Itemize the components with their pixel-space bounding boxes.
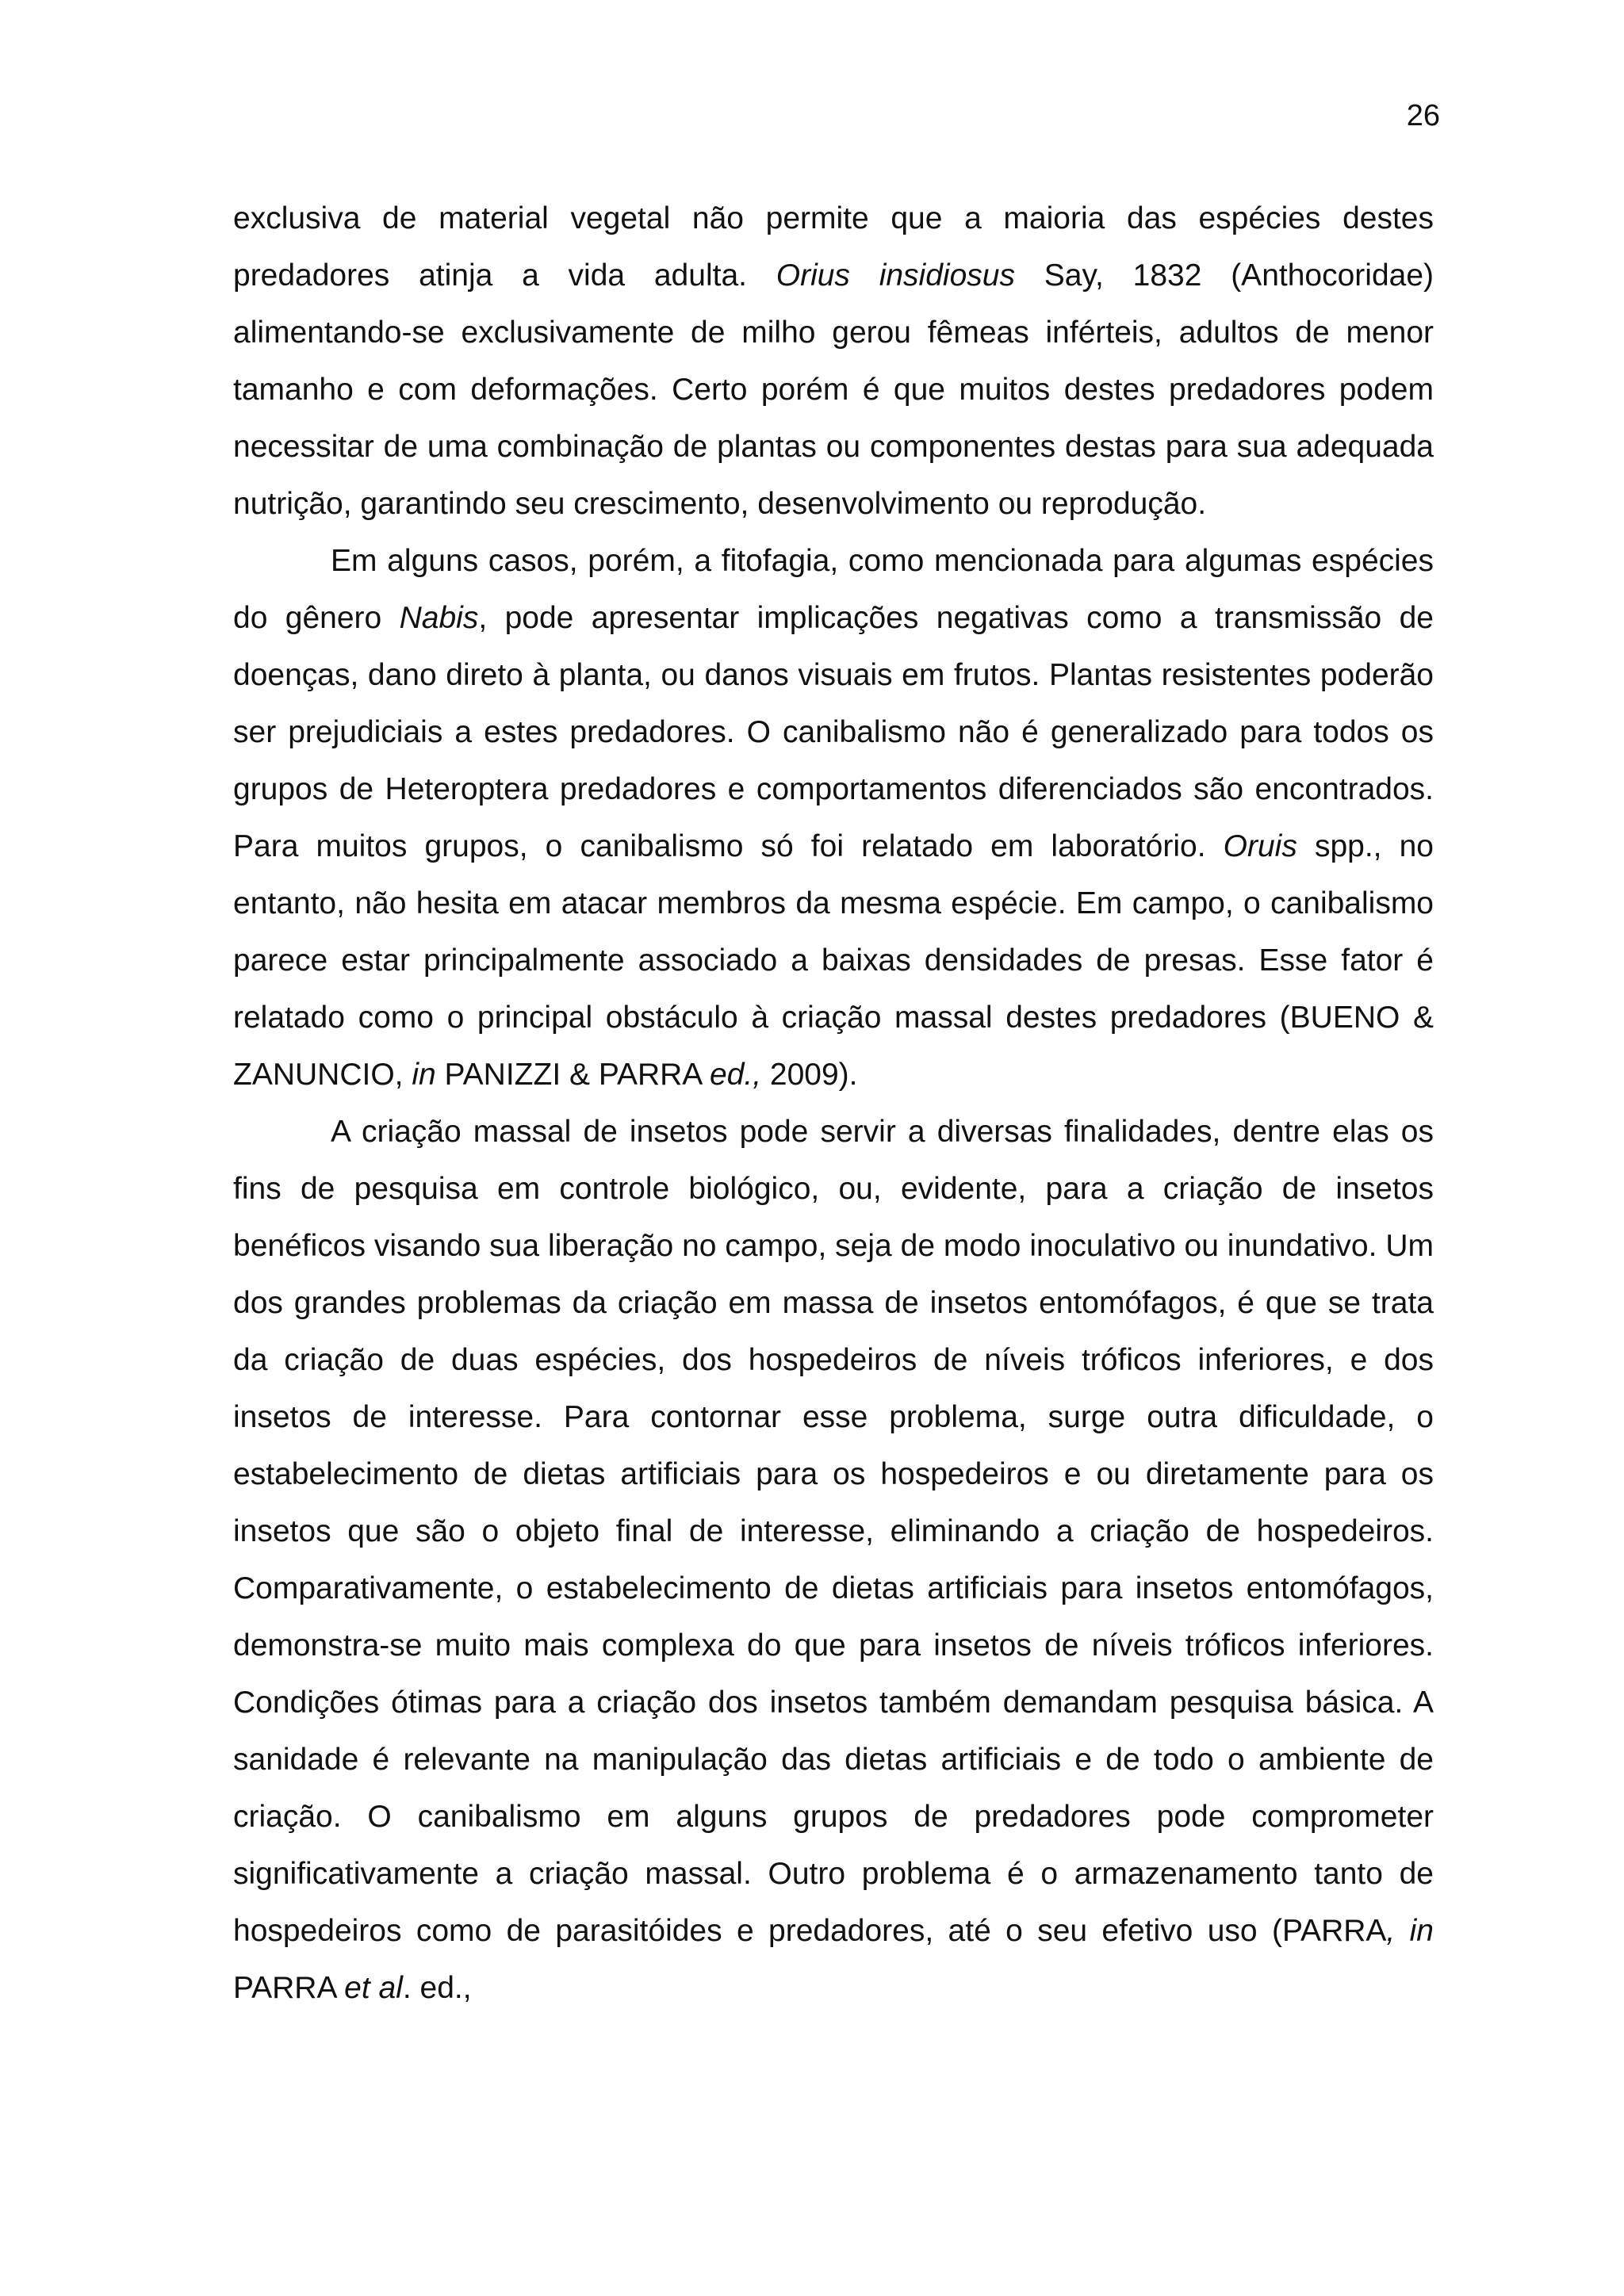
text-run: PARRA [233,1971,345,2005]
text-run: spp., no entanto, não hesita em atacar membros da mesma espécie. Em campo, o canibalismo parece estar principalmente associado a baixas densidades de presas. Esse fator é relatado como o principal obstáculo à criação massal destes predadores (BUENO & ZANUNCIO, [233,829,1434,1092]
italic-text-run: et al [344,1971,403,2005]
text-run: exclusiva de material vegetal não permite que a maioria das espécies destes predadores atinja a vida adulta. [233,201,1434,293]
text-run: A criação massal de insetos pode servir a diversas finalidades, dentre elas os fins de pesquisa em controle biológico, ou, evidente, para a criação de insetos benéficos visando sua liberação no campo, seja de modo inoculativo ou inundativo. Um dos grandes problemas da criação em massa de insetos entomófagos, é que se trata da criação de duas espécies, dos hospedeiros de níveis tróficos inferiores, e dos insetos de interesse. Para contornar esse problema, surge outra dificuldade, o estabelecimento de dietas artificiais para os hospedeiros e ou diretamente para os insetos que são o objeto final de interesse, eliminando a criação de hospedeiros. Comparativamente, o estabelecimento de dietas artificiais para insetos entomófagos, demonstra-se muito mais complexa do que para insetos de níveis tróficos inferiores. Condições ótimas para a criação dos insetos também demandam pesquisa básica. A sanidade é relevante na manipulação das dietas artificiais e de todo o ambiente de criação. O canibalismo em alguns grupos de predadores pode comprometer significativamente a criação massal. Outro problema é o armazenamento tanto de hospedeiros como de parasitóides e predadores, até o seu efetivo uso (PARRA [233,1115,1434,1948]
italic-text-run: , [1386,1914,1396,1948]
italic-text-run: ed., [710,1058,762,1092]
text-run [1395,1914,1409,1948]
text-run: 2009). [761,1058,858,1092]
body-text [233,190,1434,2017]
italic-text-run: Oruis [1223,829,1297,863]
paragraph [233,533,1434,1104]
italic-text-run: in [1409,1914,1434,1948]
text-run: , pode apresentar implicações negativas como a transmissão de doenças, dano direto à planta, ou danos visuais em frutos. Plantas resistentes poderão ser prejudiciais a estes predadores. O canibalismo não é generalizado para todos os grupos de Heteroptera predadores e comportamentos diferenciados são encontrados. Para muitos grupos, o canibalismo só foi relatado em laboratório. [233,601,1434,863]
text-run: PANIZZI & PARRA [435,1058,710,1092]
italic-text-run: in [412,1058,436,1092]
italic-text-run: Orius insidiosus [776,258,1015,293]
paragraph [233,1104,1434,2017]
page-number: 26 [1406,99,1440,132]
italic-text-run: Nabis [399,601,479,635]
text-run: Say, 1832 (Anthocoridae) alimentando-se exclusivamente de milho gerou fêmeas inférteis, adultos de menor tamanho e com deformações. Certo porém é que muitos destes predadores podem necessitar de uma combinação de plantas ou componentes destas para sua adequada nutrição, garantindo seu crescimento, desenvolvimento ou reprodução. [233,258,1434,521]
text-run: Em alguns casos, porém, a fitofagia, como mencionada para algumas espécies do gênero [233,544,1434,635]
text-run: . ed., [402,1971,472,2005]
paragraph [233,190,1434,533]
